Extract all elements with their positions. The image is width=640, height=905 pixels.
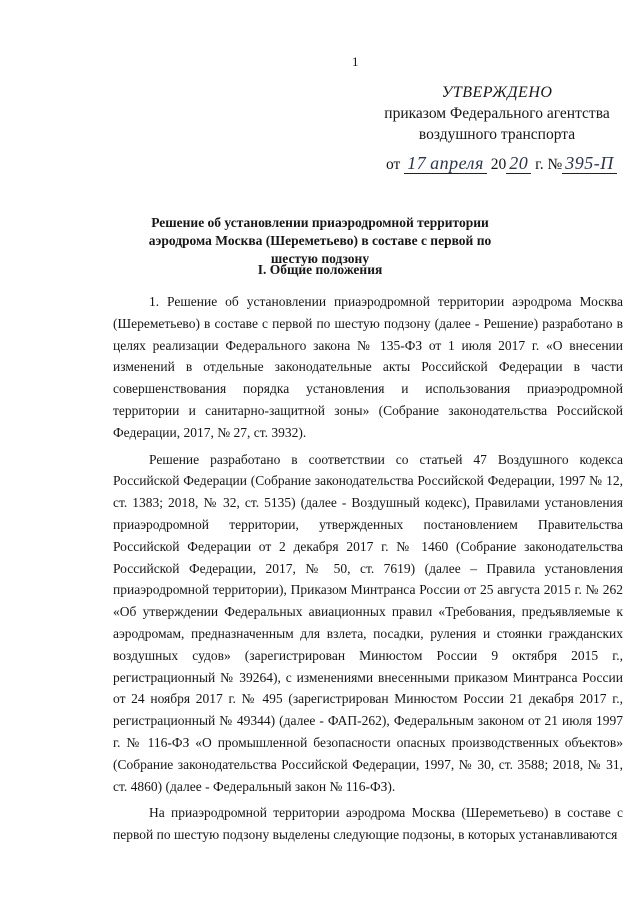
approval-line-2: воздушного транспорта [418,126,576,143]
approval-title: УТВЕРЖДЕНО [441,84,553,101]
section-heading: I. Общие положения [257,262,383,277]
paragraph-3: На приаэродромной территории аэродрома Москва (Шереметьево) в составе с первой по шестую подзону выделены следующие подзоны, в которых устанавливаются [113,805,623,843]
document-title: Решение об установлении приаэродромной территории аэродрома Москва (Шереметьево) в составе с первой по шестую подзону [148,215,492,266]
order-day: 17 [407,153,427,173]
order-year-suffix: 20 [509,153,529,173]
approval-line-1: приказом Федерального агентства [384,105,610,122]
order-year-mark: г. [535,156,544,173]
order-year-prefix: 20 [490,156,507,173]
paragraph-2: Решение разработано в соответствии со статьей 47 Воздушного кодекса Российской Федерации (Собрание законодательства Российской Федерации, 1997 № 12, ст. 1383; 2018, № 32, ст. 5135) (далее - Воздушный кодекс), Правилами установления приаэродромной территории, утвержденных постановлением Правительства Российской Федерации от 2 декабря 2017 г. № 1460 (Собрание законодательства Российской Федерации, 2017, № 50, ст. 7619) (далее – Правила установления приаэродромной территории), Приказом Минтранса России от 25 августа 2015 г. № 262 «Об утверждении Федеральных авиационных правил «Требования, предъявляемые к аэродромам, предназначенным для взлета, посадки, руления и стоянки гражданских воздушных судов» (зарегистрирован Минюстом России 9 октября 2015 г., регистрационный № 39264), с изменениями внесенными приказом Минтранса России от 24 ноября 2017 г. № 495 (зарегистрирован Минюстом России 21 декабря 2017 г., регистрационный № 49344) (далее - ФАП-262), Федеральным законом от 21 июля 1997 г. № 116-ФЗ «О промышленной безопасности опасных производственных объектов» (Собрание законодательства Российской Федерации, 1997, № 30, ст. 3588; 2018, № 31, ст. 4860) (далее - Федеральный закон № 116-ФЗ). [113,451,623,794]
order-prefix: от [386,156,401,173]
page-number: 1 [352,54,359,69]
approval-block [372,82,622,145]
paragraph-1: 1. Решение об установлении приаэродромной территории аэродрома Москва (Шереметьево) в составе с первой по шестую подзону (далее - Решение) разработано в целях реализации Федерального закона № 135-ФЗ от 1 июля 2017 г. «О внесении изменений в отдельные законодательные акты Российской Федерации в части совершенствования порядка установления и использования приаэродромной территории и санитарно-защитной зоны» (Собрание законодательства Российской Федерации, 2017, № 27, ст. 3932). [113,294,623,440]
order-number-mark: № [547,156,563,173]
order-date-number [386,155,617,174]
document-body [113,291,623,851]
order-month: апреля [430,153,484,173]
order-number: 395-П [565,153,614,173]
